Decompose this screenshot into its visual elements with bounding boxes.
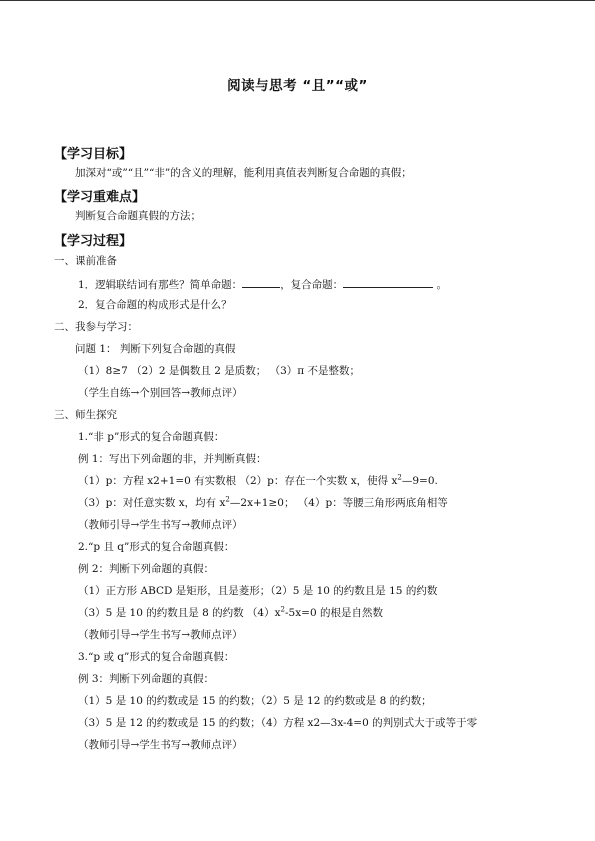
simple-proposition-blank[interactable]: [242, 276, 280, 288]
part1-question-2: 2．复合命题的构成形式是什么？: [78, 299, 232, 311]
example-3-note: （教师引导→学生书写→教师点评）: [78, 739, 243, 751]
process-heading: 【学习过程】: [54, 234, 133, 249]
ex2-line2-text: （3）5 是 10 的约数且是 8 的约数 （4）x: [78, 607, 281, 619]
example-3-line-2: （3）5 是 12 的约数或是 15 的约数；（4）方程 x2—3x-4=0 的判别式大于或等于零: [78, 717, 478, 729]
problem-1-note: （学生自练→个别回答→教师点评）: [78, 387, 243, 399]
example-3-title: 例 3：判断下列命题的真假：: [78, 673, 215, 685]
problem-1-items: （1）8≥7 （2）2 是偶数且 2 是质数； （3）π 不是整数；: [78, 365, 360, 377]
ex1-line2-text: （3）p：对任意实数 x，均有 x: [78, 497, 226, 509]
page-title: 阅读与思考 “且”“或”: [227, 78, 368, 94]
example-3-line-1: （1）5 是 10 的约数或是 15 的约数；（2）5 是 12 的约数或是 8 的约数；: [78, 695, 432, 707]
ex2-line2-exponent: 2: [280, 605, 285, 614]
example-1-line-2: [78, 496, 448, 510]
example-1-note: （教师引导→学生书写→教师点评）: [78, 519, 243, 531]
ex1-line2-tail: —2x+1≥0； （4）p：等腰三角形两底角相等: [229, 497, 448, 509]
example-1-title: 例 1：写出下列命题的非，并判断真假：: [78, 453, 267, 465]
ex2-line2-tail: -5x=0 的根是自然数: [285, 607, 383, 619]
key-text: 判断复合命题真假的方法；: [75, 210, 201, 222]
section-p-or-q-title: 3.“p 或 q”形式的复合命题真假：: [78, 651, 235, 663]
key-heading: 【学习重难点】: [54, 190, 146, 205]
ex1-line2-exponent: 2: [225, 495, 230, 504]
q1-mid: ，复合命题：: [280, 279, 344, 291]
ex1-line1-text: （1）p：方程 x2+1=0 有实数根 （2）p：存在一个实数 x，使得 x: [78, 475, 398, 487]
example-2-title: 例 2：判断下列命题的真假：: [78, 563, 215, 575]
goal-text: 加深对“或”“且”“非”的含义的理解，能利用真值表判断复合命题的真假；: [75, 167, 412, 179]
q1-prefix: 1．逻辑联结词有那些？简单命题：: [78, 279, 243, 291]
ex1-line1-tail: —9=0.: [401, 475, 438, 487]
q1-end: 。: [433, 279, 448, 291]
section-not-p-title: 1.“非 p”形式的复合命题真假：: [78, 431, 225, 443]
part1-question-1: [78, 276, 447, 292]
example-2-line-2: [78, 606, 383, 620]
example-2-note: （教师引导→学生书写→教师点评）: [78, 629, 243, 641]
part3-title: 三、师生探究: [54, 409, 117, 421]
example-2-line-1: （1）正方形 ABCD 是矩形，且是菱形；（2）5 是 10 的约数且是 15 的约数: [78, 585, 438, 597]
problem-1: 问题 1： 判断下列复合命题的真假: [75, 343, 236, 355]
part2-title: 二、我参与学习：: [54, 321, 138, 333]
compound-proposition-blank[interactable]: [343, 276, 433, 288]
goal-heading: 【学习目标】: [54, 147, 133, 162]
part1-title: 一、课前准备: [54, 255, 117, 267]
example-1-line-1: [78, 474, 438, 488]
ex1-line1-exponent: 2: [397, 473, 402, 482]
section-p-and-q-title: 2.“p 且 q”形式的复合命题真假：: [78, 541, 235, 553]
